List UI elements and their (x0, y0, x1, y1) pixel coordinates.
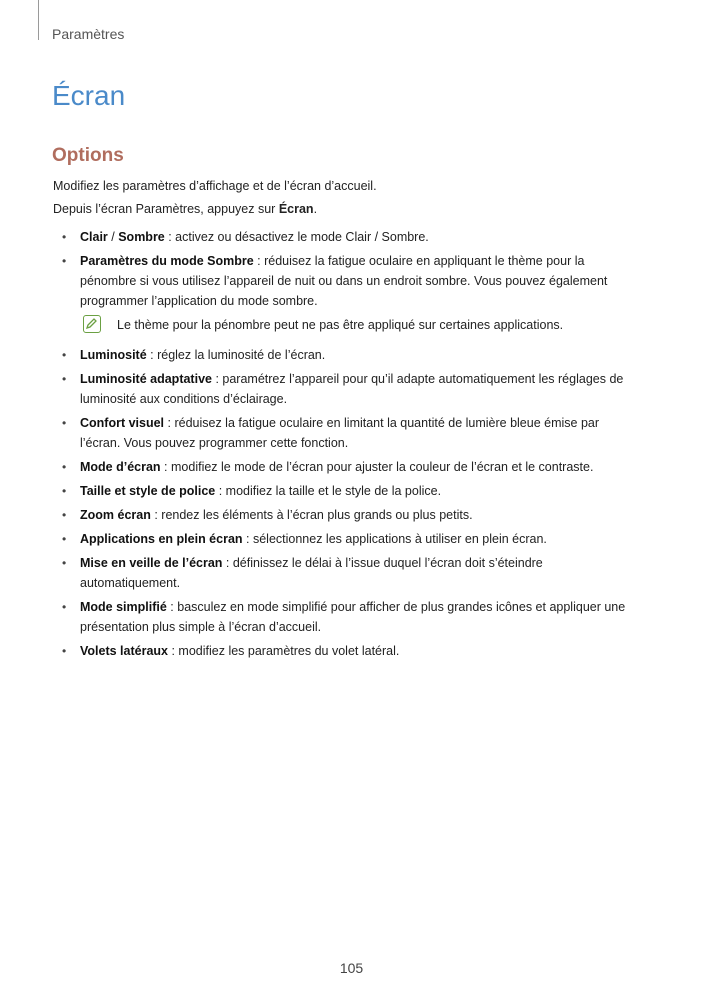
bullet-icon: • (62, 644, 67, 658)
page-title: Écran (52, 80, 126, 111)
bullet-icon: • (62, 484, 67, 498)
note-box (0, 315, 703, 335)
bullet-icon: • (62, 600, 67, 614)
page-number: 105 (339, 960, 364, 976)
list-item: • Confort visuel : réduisez la fatigue oculaire en limitant la quantité de lumière bleue émise par l’écran. Vous pouvez programmer cette fonction. (0, 413, 635, 453)
list-item: • Clair / Sombre : activez ou désactivez le mode Clair / Sombre. (0, 227, 635, 247)
section-title: Options (52, 145, 124, 166)
list-item: • Volets latéraux : modifiez les paramètres du volet latéral. (0, 641, 635, 661)
bullet-icon: • (62, 372, 67, 386)
bullet-icon: • (62, 508, 67, 522)
list-item: • Zoom écran : rendez les éléments à l’écran plus grands ou plus petits. (0, 505, 635, 525)
bullet-icon: • (62, 230, 67, 244)
bullet-icon: • (62, 348, 67, 362)
list-item: • Paramètres du mode Sombre : réduisez la fatigue oculaire en appliquant le thème pour la pénombre si vous utilisez l’appareil de nuit ou dans un endroit sombre. Vous pouvez également programmer l’application du mode sombre. (0, 251, 635, 311)
list-item: • Taille et style de police : modifiez la taille et le style de la police. (0, 481, 635, 501)
intro-text: Modifiez les paramètres d’affichage et de l’écran d’accueil. (53, 179, 377, 193)
options-list (0, 227, 703, 665)
bullet-icon: • (62, 254, 67, 268)
bullet-icon: • (62, 416, 67, 430)
list-item: • Luminosité : réglez la luminosité de l’écran. (0, 345, 635, 365)
header-section-label: Paramètres (52, 26, 125, 42)
bullet-icon: • (62, 556, 67, 570)
gutter-divider (38, 0, 39, 40)
list-item: • Mode simplifié : basculez en mode simplifié pour afficher de plus grandes icônes et appliquer une présentation plus simple à l’écran d’accueil. (0, 597, 635, 637)
list-item: • Mode d’écran : modifiez le mode de l’écran pour ajuster la couleur de l’écran et le contraste. (0, 457, 635, 477)
bullet-icon: • (62, 460, 67, 474)
list-item: • Luminosité adaptative : paramétrez l’appareil pour qu’il adapte automatiquement les réglages de luminosité aux conditions d’éclairage. (0, 369, 635, 409)
note-text: Le thème pour la pénombre peut ne pas être appliqué sur certaines applications. (117, 318, 564, 332)
intro-instruction: Depuis l’écran Paramètres, appuyez sur Écran. (53, 202, 318, 216)
list-item: • Applications en plein écran : sélectionnez les applications à utiliser en plein écran. (0, 529, 635, 549)
note-pencil-icon (83, 315, 101, 333)
bullet-icon: • (62, 532, 67, 546)
intro-instruction-bold: Écran (278, 202, 314, 216)
list-item: • Mise en veille de l’écran : définissez le délai à l’issue duquel l’écran doit s’éteindre automatiquement. (0, 553, 635, 593)
